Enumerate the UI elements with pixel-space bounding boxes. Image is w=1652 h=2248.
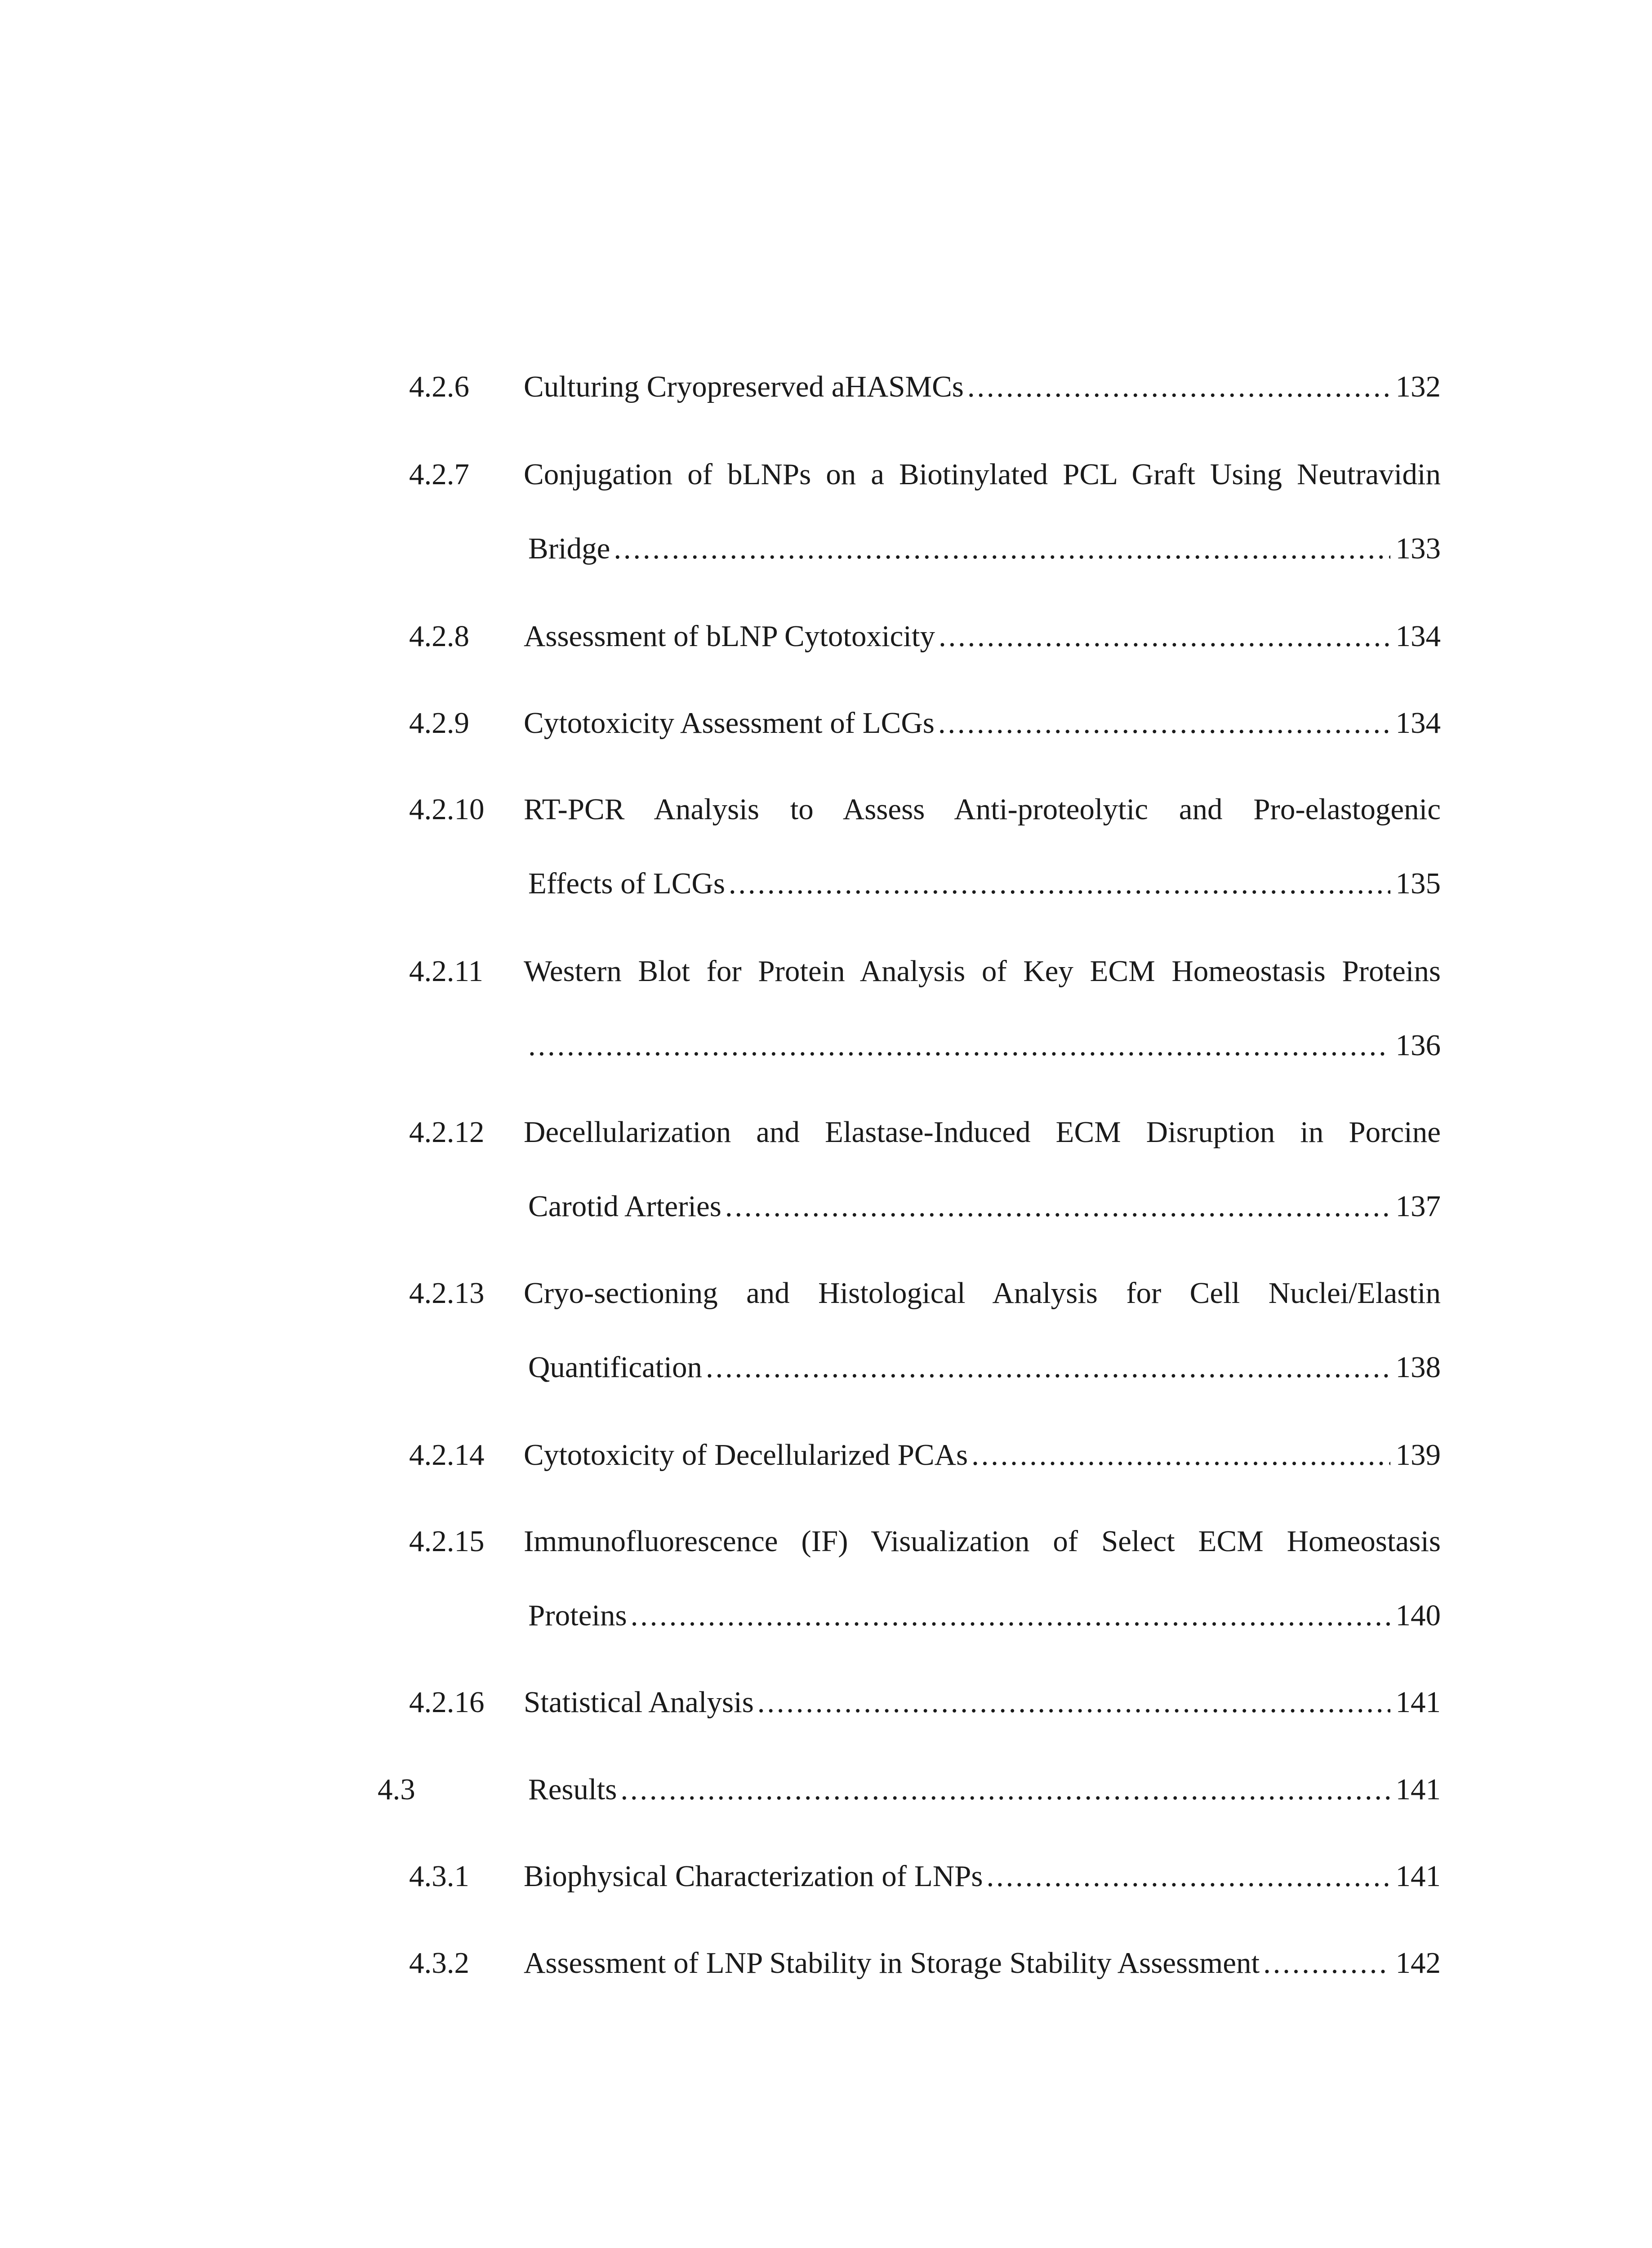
toc-entry-page: 137 — [1395, 1190, 1441, 1223]
toc-entry-leader — [524, 700, 1441, 745]
toc-entry-number: 4.2.9 — [409, 706, 469, 740]
dot-leader — [620, 1767, 1390, 1812]
toc-entry — [0, 1680, 1652, 1725]
toc-entry-number: 4.3.1 — [409, 1860, 469, 1893]
toc-entry — [0, 949, 1652, 994]
dot-leader — [614, 526, 1390, 571]
dot-leader — [631, 1593, 1390, 1638]
toc-entry-number: 4.2.13 — [409, 1276, 485, 1310]
toc-entry-title: Assessment of bLNP Cytotoxicity — [524, 620, 935, 653]
toc-entry-leader — [528, 1345, 1441, 1390]
toc-entry — [0, 1940, 1652, 1985]
toc-entry — [0, 1432, 1652, 1477]
toc-entry-leader — [528, 1593, 1441, 1638]
toc-entry-number: 4.2.15 — [409, 1525, 485, 1558]
toc-entry-title: Conjugation of bLNPs on a Biotinylated PCL Graft Using Neutravidin — [524, 458, 1441, 491]
dot-leader — [987, 1854, 1390, 1899]
toc-entry-leader — [528, 1767, 1441, 1812]
toc-entry-page: 141 — [1395, 1686, 1441, 1719]
toc-entry-title: Cytotoxicity of Decellularized PCAs — [524, 1438, 968, 1472]
toc-entry-number: 4.3 — [378, 1773, 415, 1806]
toc-entry — [0, 787, 1652, 832]
toc-entry-continuation — [0, 1184, 1652, 1229]
toc-entry-leader — [524, 1680, 1441, 1725]
toc-entry-page: 142 — [1395, 1946, 1441, 1980]
toc-entry — [0, 614, 1652, 659]
dot-leader — [971, 1432, 1390, 1477]
dot-leader — [729, 861, 1390, 906]
dot-leader — [938, 700, 1390, 745]
toc-entry-leader — [528, 526, 1441, 571]
toc-entry — [0, 1110, 1652, 1155]
toc-entry-leader — [524, 1432, 1441, 1477]
toc-entry — [0, 452, 1652, 497]
toc-entry-page: 135 — [1395, 867, 1441, 900]
toc-entry-number: 4.2.11 — [409, 955, 484, 988]
toc-entry-number: 4.2.6 — [409, 370, 469, 403]
toc-section-entry — [0, 1767, 1652, 1812]
toc-entry-title-continued: Bridge — [528, 532, 610, 565]
toc-entry-title: RT-PCR Analysis to Assess Anti-proteolytic and Pro-elastogenic — [524, 793, 1441, 826]
toc-entry-leader — [528, 1184, 1441, 1229]
dot-leader — [967, 364, 1390, 409]
toc-entry-title: Cytotoxicity Assessment of LCGs — [524, 706, 935, 740]
toc-entry-title-continued: Quantification — [528, 1351, 702, 1384]
toc-entry-continuation — [0, 861, 1652, 906]
toc-entry-number: 4.2.12 — [409, 1115, 485, 1149]
toc-entry-number: 4.2.16 — [409, 1686, 485, 1719]
toc-entry-leader — [524, 364, 1441, 409]
toc-entry-number: 4.2.10 — [409, 793, 485, 826]
toc-entry-continuation — [0, 1023, 1652, 1068]
toc-entry-title-continued: Effects of LCGs — [528, 867, 725, 900]
toc-entry-leader — [528, 861, 1441, 906]
toc-entry-page: 138 — [1395, 1351, 1441, 1384]
toc-entry-title: Culturing Cryopreserved aHASMCs — [524, 370, 964, 403]
toc-entry-title: Immunofluorescence (IF) Visualization of Select ECM Homeostasis — [524, 1525, 1441, 1558]
toc-entry — [0, 700, 1652, 745]
toc-entry-title: Biophysical Characterization of LNPs — [524, 1860, 983, 1893]
toc-entry-page: 133 — [1395, 532, 1441, 565]
toc-entry-leader — [524, 1940, 1441, 1985]
dot-leader — [1263, 1940, 1390, 1985]
toc-entry-title-continued: Proteins — [528, 1599, 627, 1632]
toc-entry-leader — [524, 1854, 1441, 1899]
toc-entry-page: 139 — [1395, 1438, 1441, 1472]
toc-entry-continuation — [0, 1345, 1652, 1390]
toc-entry-page: 132 — [1395, 370, 1441, 403]
toc-entry-title: Western Blot for Protein Analysis of Key ECM Homeostasis Proteins — [524, 955, 1441, 988]
toc-entry-continuation — [0, 1593, 1652, 1638]
toc-entry-title: Decellularization and Elastase-Induced ECM Disruption in Porcine — [524, 1115, 1441, 1149]
dot-leader — [757, 1680, 1390, 1725]
toc-entry — [0, 1519, 1652, 1564]
toc-entry-page: 136 — [1395, 1029, 1441, 1062]
toc-entry-leader — [524, 614, 1441, 659]
toc-entry-number: 4.2.8 — [409, 620, 469, 653]
dot-leader — [939, 614, 1390, 659]
toc-entry-page: 134 — [1395, 620, 1441, 653]
toc-entry-page: 141 — [1395, 1773, 1441, 1806]
dot-leader — [706, 1345, 1390, 1390]
toc-entry-number: 4.2.7 — [409, 458, 469, 491]
toc-entry-title: Assessment of LNP Stability in Storage Stability Assessment — [524, 1946, 1260, 1980]
toc-entry-title: Results — [528, 1773, 617, 1806]
toc-entry — [0, 1854, 1652, 1899]
toc-entry — [0, 1271, 1652, 1316]
toc-entry-number: 4.3.2 — [409, 1946, 469, 1980]
toc-entry-title: Cryo-sectioning and Histological Analysis for Cell Nuclei/Elastin — [524, 1276, 1441, 1310]
toc-entry-page: 134 — [1395, 706, 1441, 740]
toc-entry-page: 141 — [1395, 1860, 1441, 1893]
dot-leader — [725, 1184, 1390, 1229]
toc-entry — [0, 364, 1652, 409]
toc-entry-title-continued: Carotid Arteries — [528, 1190, 721, 1223]
toc-entry-number: 4.2.14 — [409, 1438, 485, 1472]
toc-entry-page: 140 — [1395, 1599, 1441, 1632]
toc-entry-continuation — [0, 526, 1652, 571]
toc-entry-title: Statistical Analysis — [524, 1686, 754, 1719]
dot-leader — [528, 1023, 1390, 1068]
toc-entry-leader — [528, 1023, 1441, 1068]
